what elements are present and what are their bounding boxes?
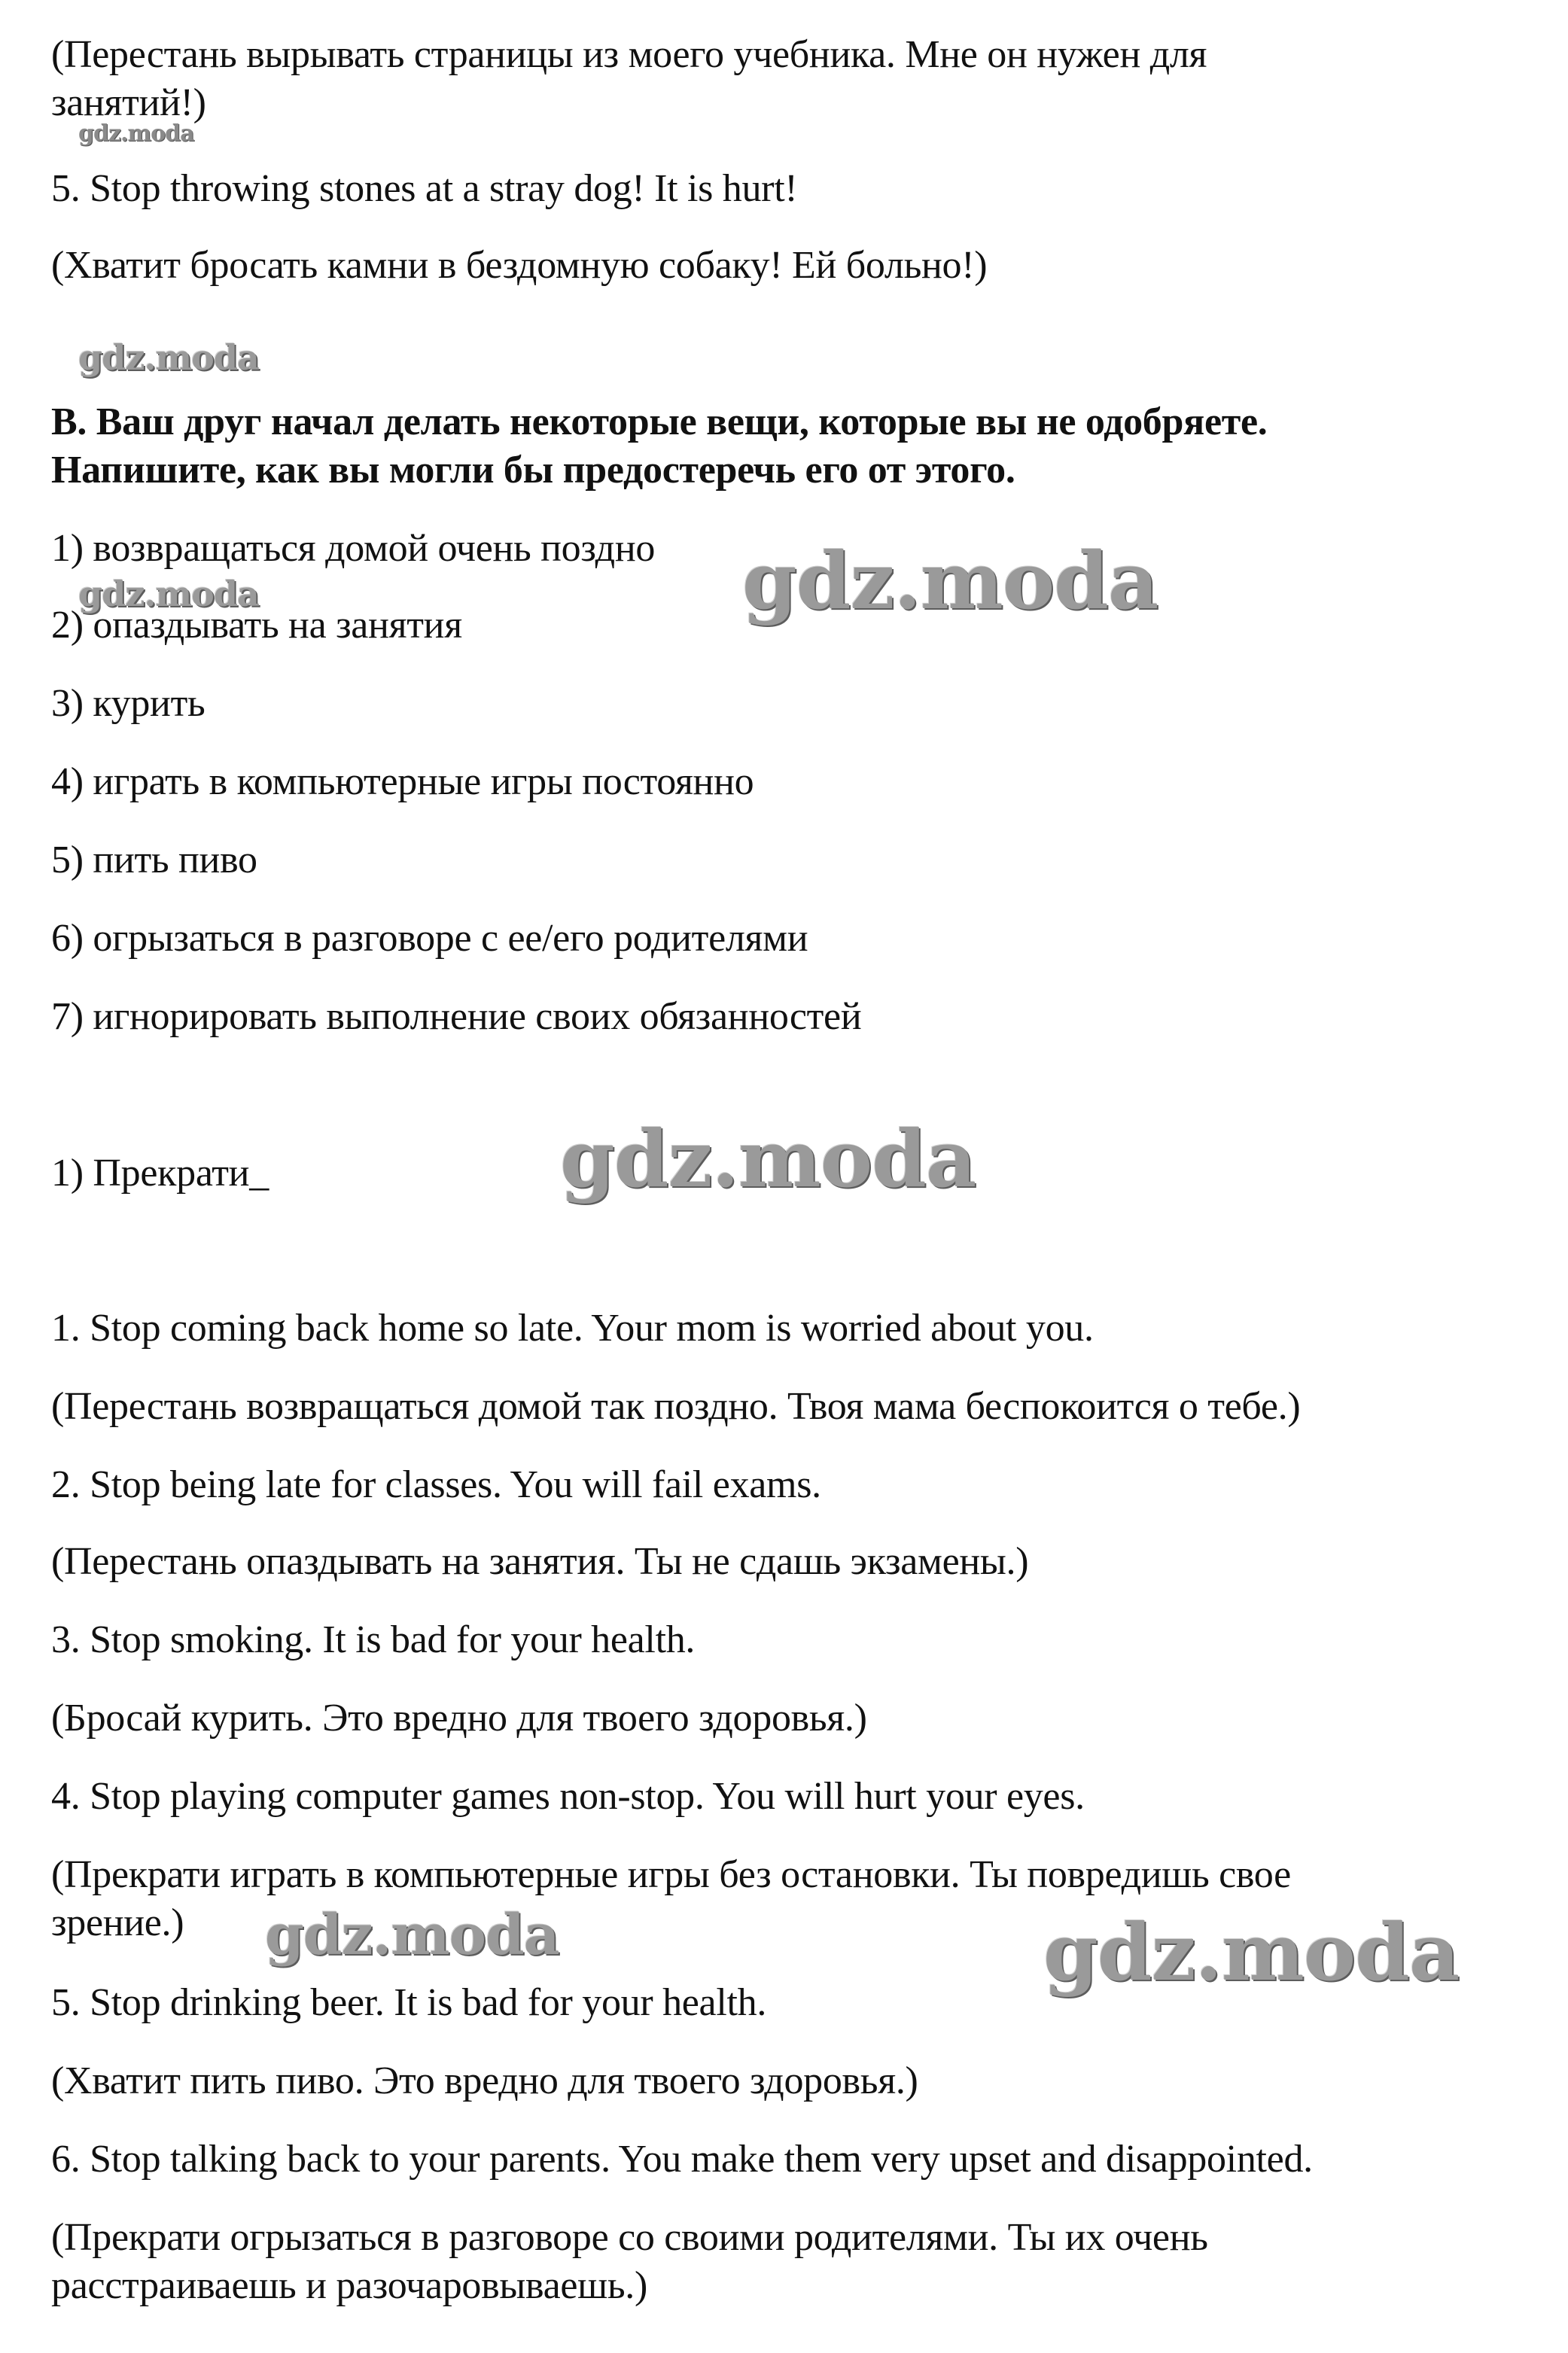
section-heading: Напишите, как вы могли бы предостеречь его от этого.: [51, 449, 1015, 492]
translation-line: расстраиваешь и разочаровываешь.): [51, 2264, 648, 2307]
text-line: занятий!): [51, 81, 206, 124]
example-line: 1) Прекрати_: [51, 1152, 269, 1195]
watermark-logo: gdz.moda: [742, 534, 1158, 627]
list-item: 3) курить: [51, 682, 206, 725]
list-item: 5) пить пиво: [51, 839, 257, 881]
text-line: 5. Stop throwing stones at a stray dog! It is hurt!: [51, 167, 798, 210]
translation-line: (Перестань возвращаться домой так поздно. Твоя мама беспокоится о тебе.): [51, 1385, 1301, 1428]
answer-line: 4. Stop playing computer games non-stop. You will hurt your eyes.: [51, 1775, 1085, 1818]
text-line: (Хватит бросать камни в бездомную собаку! Ей больно!): [51, 244, 988, 287]
answer-line: 6. Stop talking back to your parents. You make them very upset and disappointed.: [51, 2138, 1313, 2181]
list-item: 2) опаздывать на занятия: [51, 604, 462, 647]
watermark-logo: gdz.moda: [1043, 1906, 1460, 1998]
list-item: 7) игнорировать выполнение своих обязанностей: [51, 995, 862, 1038]
watermark-logo: gdz.moda: [265, 1903, 559, 1968]
text-line: (Перестань вырывать страницы из моего учебника. Мне он нужен для: [51, 33, 1207, 76]
translation-line: (Прекрати огрызаться в разговоре со своими родителями. Ты их очень: [51, 2216, 1208, 2259]
watermark-logo: gdz.moda: [78, 120, 194, 147]
section-heading: B. Ваш друг начал делать некоторые вещи, которые вы не одобряете.: [51, 400, 1268, 443]
watermark-logo: gdz.moda: [78, 337, 259, 378]
list-item: 6) огрызаться в разговоре с ее/его родителями: [51, 917, 808, 960]
answer-line: 5. Stop drinking beer. It is bad for your health.: [51, 1981, 767, 2024]
translation-line: (Перестань опаздывать на занятия. Ты не сдашь экзамены.): [51, 1540, 1029, 1583]
answer-line: 3. Stop smoking. It is bad for your health.: [51, 1618, 696, 1661]
answer-line: 2. Stop being late for classes. You will fail exams.: [51, 1463, 821, 1506]
watermark-logo: gdz.moda: [560, 1113, 976, 1205]
translation-line: (Бросай курить. Это вредно для твоего здоровья.): [51, 1697, 867, 1740]
answer-line: 1. Stop coming back home so late. Your mom is worried about you.: [51, 1307, 1094, 1350]
list-item: 1) возвращаться домой очень поздно: [51, 527, 656, 570]
watermark-logo: gdz.moda: [78, 574, 259, 614]
translation-line: (Прекрати играть в компьютерные игры без остановки. Ты повредишь свое: [51, 1853, 1291, 1896]
translation-line: зрение.): [51, 1901, 184, 1944]
list-item: 4) играть в компьютерные игры постоянно: [51, 760, 754, 803]
translation-line: (Хватит пить пиво. Это вредно для твоего здоровья.): [51, 2059, 918, 2102]
